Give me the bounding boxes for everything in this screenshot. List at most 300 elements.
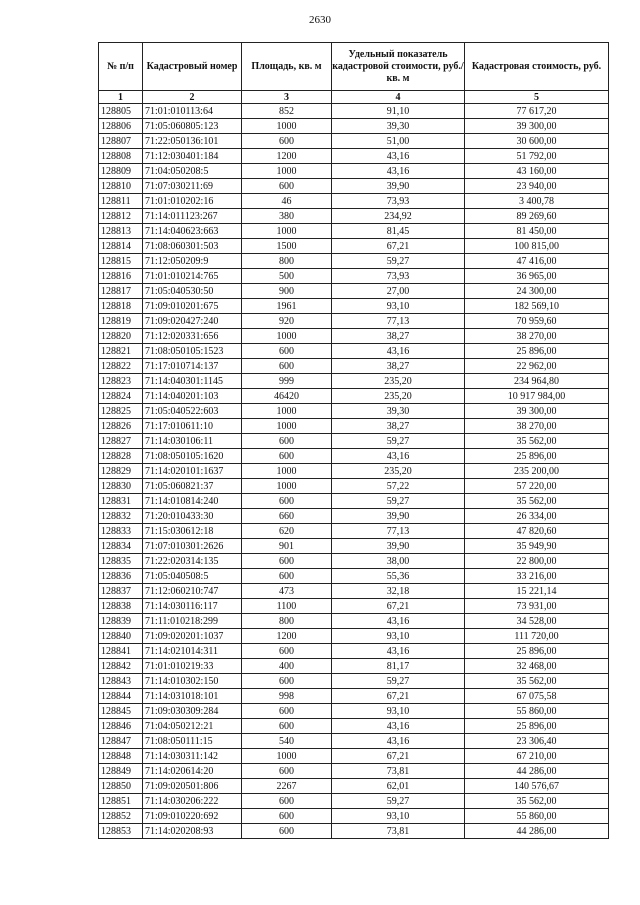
- cadastral-number: 71:14:010302:150: [143, 674, 242, 689]
- cadastral-value: 36 965,00: [465, 269, 609, 284]
- area-value: 1500: [242, 239, 332, 254]
- specific-value: 93,10: [332, 704, 465, 719]
- table-row: [99, 629, 609, 644]
- table-row: [99, 359, 609, 374]
- cadastral-value: 51 792,00: [465, 149, 609, 164]
- table-row: [99, 479, 609, 494]
- cadastral-number: 71:14:030106:11: [143, 434, 242, 449]
- area-value: 900: [242, 284, 332, 299]
- row-index: 128820: [99, 329, 143, 344]
- cadastral-number: 71:12:050209:9: [143, 254, 242, 269]
- row-index: 128821: [99, 344, 143, 359]
- specific-value: 43,16: [332, 614, 465, 629]
- specific-value: 73,93: [332, 269, 465, 284]
- row-index: 128807: [99, 134, 143, 149]
- row-index: 128841: [99, 644, 143, 659]
- specific-value: 43,16: [332, 449, 465, 464]
- table-row: [99, 299, 609, 314]
- row-index: 128805: [99, 104, 143, 119]
- cadastral-number: 71:14:011123:267: [143, 209, 242, 224]
- specific-value: 93,10: [332, 629, 465, 644]
- area-value: 2267: [242, 779, 332, 794]
- cadastral-value: 15 221,14: [465, 584, 609, 599]
- specific-value: 38,27: [332, 419, 465, 434]
- cadastral-value: 73 931,00: [465, 599, 609, 614]
- cadastral-number: 71:05:040530:50: [143, 284, 242, 299]
- area-value: 800: [242, 614, 332, 629]
- cadastral-value: 23 940,00: [465, 179, 609, 194]
- area-value: 800: [242, 254, 332, 269]
- area-value: 1000: [242, 464, 332, 479]
- specific-value: 51,00: [332, 134, 465, 149]
- area-value: 1000: [242, 749, 332, 764]
- row-index: 128852: [99, 809, 143, 824]
- table-row: [99, 719, 609, 734]
- header-index: № п/п: [99, 43, 143, 91]
- column-number: 3: [242, 91, 332, 104]
- area-value: 46: [242, 194, 332, 209]
- specific-value: 59,27: [332, 794, 465, 809]
- table-row: [99, 149, 609, 164]
- cadastral-number: 71:09:020427:240: [143, 314, 242, 329]
- area-value: 901: [242, 539, 332, 554]
- specific-value: 38,00: [332, 554, 465, 569]
- specific-value: 235,20: [332, 389, 465, 404]
- table-row: [99, 434, 609, 449]
- area-value: 1200: [242, 149, 332, 164]
- row-index: 128836: [99, 569, 143, 584]
- table-row: [99, 269, 609, 284]
- area-value: 920: [242, 314, 332, 329]
- cadastral-value: 182 569,10: [465, 299, 609, 314]
- row-index: 128826: [99, 419, 143, 434]
- cadastral-number: 71:14:031018:101: [143, 689, 242, 704]
- table-row: [99, 614, 609, 629]
- table-row: [99, 254, 609, 269]
- area-value: 998: [242, 689, 332, 704]
- specific-value: 73,93: [332, 194, 465, 209]
- page-number: 2630: [309, 14, 331, 26]
- area-value: 1000: [242, 419, 332, 434]
- cadastral-number: 71:05:040522:603: [143, 404, 242, 419]
- cadastral-number: 71:07:010301:2626: [143, 539, 242, 554]
- row-index: 128812: [99, 209, 143, 224]
- table-row: [99, 119, 609, 134]
- column-number: 5: [465, 91, 609, 104]
- cadastral-value: 57 220,00: [465, 479, 609, 494]
- cadastral-value: 44 286,00: [465, 824, 609, 839]
- cadastral-value: 67 210,00: [465, 749, 609, 764]
- table-row: [99, 524, 609, 539]
- cadastral-value: 22 800,00: [465, 554, 609, 569]
- table-body: [99, 104, 609, 839]
- table-row: [99, 764, 609, 779]
- row-index: 128842: [99, 659, 143, 674]
- table-row: [99, 734, 609, 749]
- area-value: 600: [242, 674, 332, 689]
- cadastral-number: 71:14:040623:663: [143, 224, 242, 239]
- cadastral-value: 100 815,00: [465, 239, 609, 254]
- row-index: 128835: [99, 554, 143, 569]
- table-row: [99, 689, 609, 704]
- area-value: 473: [242, 584, 332, 599]
- cadastral-number: 71:04:050208:5: [143, 164, 242, 179]
- specific-value: 59,27: [332, 494, 465, 509]
- cadastral-number: 71:08:050105:1523: [143, 344, 242, 359]
- table-row: [99, 494, 609, 509]
- area-value: 400: [242, 659, 332, 674]
- specific-value: 234,92: [332, 209, 465, 224]
- specific-value: 77,13: [332, 524, 465, 539]
- cadastral-value: 234 964,80: [465, 374, 609, 389]
- cadastral-value: 55 860,00: [465, 809, 609, 824]
- specific-value: 39,30: [332, 119, 465, 134]
- cadastral-value: 35 562,00: [465, 434, 609, 449]
- specific-value: 62,01: [332, 779, 465, 794]
- table-row: [99, 539, 609, 554]
- specific-value: 43,16: [332, 344, 465, 359]
- area-value: 600: [242, 434, 332, 449]
- table-row: [99, 449, 609, 464]
- row-index: 128840: [99, 629, 143, 644]
- header-row: [99, 43, 609, 91]
- row-index: 128833: [99, 524, 143, 539]
- cadastral-value: 77 617,20: [465, 104, 609, 119]
- row-index: 128834: [99, 539, 143, 554]
- table-row: [99, 374, 609, 389]
- table-row: [99, 749, 609, 764]
- cadastral-value: 32 468,00: [465, 659, 609, 674]
- table-row: [99, 104, 609, 119]
- specific-value: 32,18: [332, 584, 465, 599]
- area-value: 600: [242, 359, 332, 374]
- row-index: 128837: [99, 584, 143, 599]
- table-row: [99, 224, 609, 239]
- specific-value: 235,20: [332, 374, 465, 389]
- cadastral-value: 67 075,58: [465, 689, 609, 704]
- specific-value: 73,81: [332, 764, 465, 779]
- row-index: 128838: [99, 599, 143, 614]
- specific-value: 39,90: [332, 179, 465, 194]
- table-row: [99, 329, 609, 344]
- table-row: [99, 644, 609, 659]
- cadastral-number: 71:14:021014:311: [143, 644, 242, 659]
- header-cadastral-number: Кадастровый номер: [143, 43, 242, 91]
- table-row: [99, 704, 609, 719]
- table-row: [99, 404, 609, 419]
- column-number: 2: [143, 91, 242, 104]
- row-index: 128828: [99, 449, 143, 464]
- row-index: 128811: [99, 194, 143, 209]
- cadastral-number: 71:09:030309:284: [143, 704, 242, 719]
- cadastral-number: 71:14:040301:1145: [143, 374, 242, 389]
- cadastral-number: 71:09:010220:692: [143, 809, 242, 824]
- cadastral-value: 38 270,00: [465, 329, 609, 344]
- area-value: 600: [242, 449, 332, 464]
- specific-value: 43,16: [332, 644, 465, 659]
- cadastral-number: 71:05:060821:37: [143, 479, 242, 494]
- specific-value: 43,16: [332, 164, 465, 179]
- cadastral-number: 71:14:020208:93: [143, 824, 242, 839]
- cadastral-number: 71:17:010714:137: [143, 359, 242, 374]
- table-row: [99, 209, 609, 224]
- row-index: 128810: [99, 179, 143, 194]
- area-value: 1000: [242, 164, 332, 179]
- row-index: 128851: [99, 794, 143, 809]
- area-value: 1000: [242, 479, 332, 494]
- row-index: 128849: [99, 764, 143, 779]
- cadastral-value: 24 300,00: [465, 284, 609, 299]
- specific-value: 27,00: [332, 284, 465, 299]
- cadastral-number: 71:12:020331:656: [143, 329, 242, 344]
- area-value: 1000: [242, 224, 332, 239]
- area-value: 600: [242, 704, 332, 719]
- cadastral-value: 89 269,60: [465, 209, 609, 224]
- row-index: 128832: [99, 509, 143, 524]
- row-index: 128808: [99, 149, 143, 164]
- cadastral-value: 39 300,00: [465, 404, 609, 419]
- table-row: [99, 554, 609, 569]
- table-row: [99, 509, 609, 524]
- area-value: 600: [242, 644, 332, 659]
- area-value: 600: [242, 824, 332, 839]
- table-row: [99, 674, 609, 689]
- cadastral-value: 35 562,00: [465, 494, 609, 509]
- cadastral-value: 25 896,00: [465, 344, 609, 359]
- cadastral-number: 71:09:010201:675: [143, 299, 242, 314]
- row-index: 128809: [99, 164, 143, 179]
- cadastral-value: 26 334,00: [465, 509, 609, 524]
- table-row: [99, 179, 609, 194]
- area-value: 1000: [242, 119, 332, 134]
- area-value: 600: [242, 719, 332, 734]
- header-cadastral-value: Кадастровая стоимость, руб.: [465, 43, 609, 91]
- table-row: [99, 419, 609, 434]
- cadastral-number: 71:09:020501:806: [143, 779, 242, 794]
- header-specific-value: Удельный показатель кадастровой стоимости, руб./кв. м: [332, 43, 465, 91]
- area-value: 600: [242, 764, 332, 779]
- cadastral-value: 10 917 984,00: [465, 389, 609, 404]
- area-value: 1000: [242, 404, 332, 419]
- area-value: 1200: [242, 629, 332, 644]
- row-index: 128844: [99, 689, 143, 704]
- cadastral-value: 22 962,00: [465, 359, 609, 374]
- cadastral-value: 235 200,00: [465, 464, 609, 479]
- cadastral-number: 71:22:050136:101: [143, 134, 242, 149]
- row-index: 128822: [99, 359, 143, 374]
- specific-value: 91,10: [332, 104, 465, 119]
- specific-value: 39,90: [332, 509, 465, 524]
- cadastral-value: 3 400,78: [465, 194, 609, 209]
- specific-value: 43,16: [332, 719, 465, 734]
- area-value: 1961: [242, 299, 332, 314]
- cadastral-number: 71:14:010814:240: [143, 494, 242, 509]
- table-row: [99, 164, 609, 179]
- cadastral-number: 71:12:060210:747: [143, 584, 242, 599]
- table-row: [99, 809, 609, 824]
- cadastral-number: 71:05:040508:5: [143, 569, 242, 584]
- specific-value: 59,27: [332, 254, 465, 269]
- row-index: 128806: [99, 119, 143, 134]
- cadastral-value: 25 896,00: [465, 719, 609, 734]
- cadastral-number: 71:01:010202:16: [143, 194, 242, 209]
- row-index: 128829: [99, 464, 143, 479]
- cadastral-number: 71:09:020201:1037: [143, 629, 242, 644]
- row-index: 128847: [99, 734, 143, 749]
- specific-value: 38,27: [332, 329, 465, 344]
- cadastral-value: 35 562,00: [465, 674, 609, 689]
- table-row: [99, 599, 609, 614]
- cadastral-value: 35 949,90: [465, 539, 609, 554]
- area-value: 852: [242, 104, 332, 119]
- row-index: 128830: [99, 479, 143, 494]
- table-row: [99, 314, 609, 329]
- cadastral-value: 111 720,00: [465, 629, 609, 644]
- table-row: [99, 584, 609, 599]
- row-index: 128843: [99, 674, 143, 689]
- cadastral-value: 38 270,00: [465, 419, 609, 434]
- table-row: [99, 824, 609, 839]
- specific-value: 38,27: [332, 359, 465, 374]
- cadastral-number: 71:04:050212:21: [143, 719, 242, 734]
- area-value: 600: [242, 554, 332, 569]
- specific-value: 59,27: [332, 674, 465, 689]
- table-row: [99, 569, 609, 584]
- specific-value: 93,10: [332, 299, 465, 314]
- area-value: 999: [242, 374, 332, 389]
- area-value: 600: [242, 344, 332, 359]
- row-index: 128819: [99, 314, 143, 329]
- specific-value: 43,16: [332, 734, 465, 749]
- cadastral-value: 70 959,60: [465, 314, 609, 329]
- row-index: 128825: [99, 404, 143, 419]
- table-row: [99, 134, 609, 149]
- cadastral-number: 71:01:010219:33: [143, 659, 242, 674]
- column-number: 4: [332, 91, 465, 104]
- header-area: Площадь, кв. м: [242, 43, 332, 91]
- row-index: 128824: [99, 389, 143, 404]
- row-index: 128827: [99, 434, 143, 449]
- area-value: 620: [242, 524, 332, 539]
- table-row: [99, 389, 609, 404]
- area-value: 500: [242, 269, 332, 284]
- row-index: 128815: [99, 254, 143, 269]
- area-value: 600: [242, 794, 332, 809]
- area-value: 660: [242, 509, 332, 524]
- row-index: 128845: [99, 704, 143, 719]
- cadastral-number: 71:05:060805:123: [143, 119, 242, 134]
- table-row: [99, 794, 609, 809]
- specific-value: 67,21: [332, 599, 465, 614]
- specific-value: 81,45: [332, 224, 465, 239]
- row-index: 128850: [99, 779, 143, 794]
- cadastral-number: 71:17:010611:10: [143, 419, 242, 434]
- area-value: 380: [242, 209, 332, 224]
- cadastral-number: 71:14:020614:20: [143, 764, 242, 779]
- cadastral-number: 71:15:030612:18: [143, 524, 242, 539]
- cadastral-value: 25 896,00: [465, 449, 609, 464]
- cadastral-value: 140 576,67: [465, 779, 609, 794]
- cadastral-number: 71:14:030116:117: [143, 599, 242, 614]
- row-index: 128816: [99, 269, 143, 284]
- cadastral-number: 71:08:050111:15: [143, 734, 242, 749]
- specific-value: 67,21: [332, 749, 465, 764]
- area-value: 540: [242, 734, 332, 749]
- table-row: [99, 284, 609, 299]
- cadastral-number: 71:20:010433:30: [143, 509, 242, 524]
- row-index: 128823: [99, 374, 143, 389]
- cadastral-number: 71:22:020314:135: [143, 554, 242, 569]
- area-value: 1000: [242, 329, 332, 344]
- specific-value: 57,22: [332, 479, 465, 494]
- cadastral-value: 39 300,00: [465, 119, 609, 134]
- cadastral-number: 71:14:030311:142: [143, 749, 242, 764]
- specific-value: 39,30: [332, 404, 465, 419]
- specific-value: 93,10: [332, 809, 465, 824]
- cadastral-number: 71:08:060301:503: [143, 239, 242, 254]
- cadastral-number: 71:11:010218:299: [143, 614, 242, 629]
- column-number-row: [99, 91, 609, 104]
- column-number: 1: [99, 91, 143, 104]
- area-value: 600: [242, 134, 332, 149]
- row-index: 128831: [99, 494, 143, 509]
- area-value: 600: [242, 179, 332, 194]
- specific-value: 73,81: [332, 824, 465, 839]
- cadastral-value: 34 528,00: [465, 614, 609, 629]
- row-index: 128853: [99, 824, 143, 839]
- cadastral-number: 71:14:040201:103: [143, 389, 242, 404]
- cadastral-number: 71:12:030401:184: [143, 149, 242, 164]
- cadastral-number: 71:08:050105:1620: [143, 449, 242, 464]
- cadastral-value: 35 562,00: [465, 794, 609, 809]
- specific-value: 67,21: [332, 239, 465, 254]
- cadastral-number: 71:07:030211:69: [143, 179, 242, 194]
- area-value: 600: [242, 569, 332, 584]
- table-row: [99, 659, 609, 674]
- area-value: 46420: [242, 389, 332, 404]
- cadastral-value: 23 306,40: [465, 734, 609, 749]
- cadastral-number: 71:01:010113:64: [143, 104, 242, 119]
- cadastral-value: 55 860,00: [465, 704, 609, 719]
- specific-value: 67,21: [332, 689, 465, 704]
- cadastral-number: 71:14:030206:222: [143, 794, 242, 809]
- table-row: [99, 344, 609, 359]
- specific-value: 55,36: [332, 569, 465, 584]
- area-value: 600: [242, 494, 332, 509]
- cadastral-value: 47 820,60: [465, 524, 609, 539]
- specific-value: 235,20: [332, 464, 465, 479]
- specific-value: 39,90: [332, 539, 465, 554]
- cadastral-value: 43 160,00: [465, 164, 609, 179]
- specific-value: 77,13: [332, 314, 465, 329]
- cadastral-value: 30 600,00: [465, 134, 609, 149]
- row-index: 128839: [99, 614, 143, 629]
- cadastral-value: 33 216,00: [465, 569, 609, 584]
- row-index: 128813: [99, 224, 143, 239]
- cadastral-value: 81 450,00: [465, 224, 609, 239]
- table-row: [99, 239, 609, 254]
- cadastral-value: 44 286,00: [465, 764, 609, 779]
- row-index: 128817: [99, 284, 143, 299]
- table-row: [99, 194, 609, 209]
- cadastral-value: 47 416,00: [465, 254, 609, 269]
- table-row: [99, 779, 609, 794]
- table-row: [99, 464, 609, 479]
- specific-value: 43,16: [332, 149, 465, 164]
- cadastral-number: 71:14:020101:1637: [143, 464, 242, 479]
- row-index: 128846: [99, 719, 143, 734]
- cadastral-value-table: [98, 42, 609, 839]
